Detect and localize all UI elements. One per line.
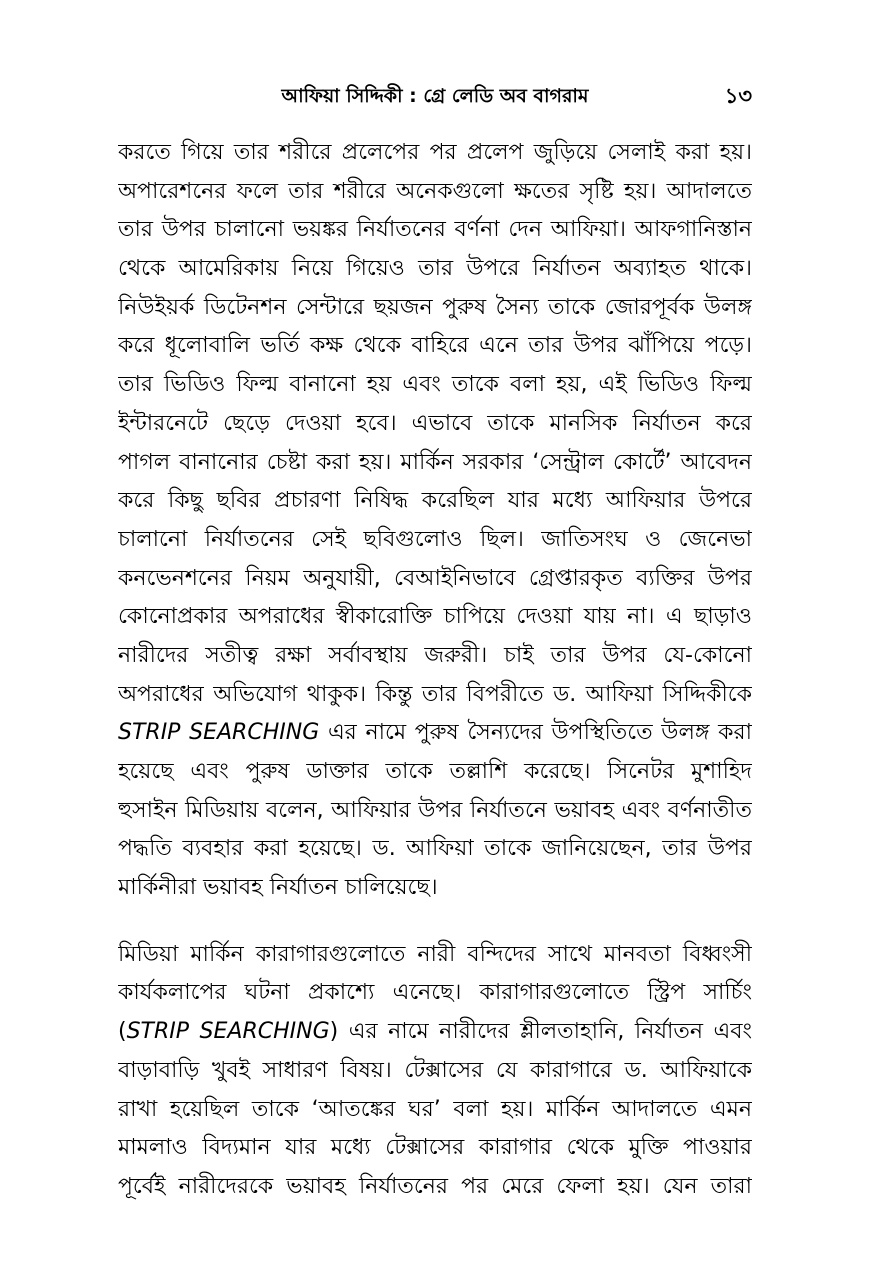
text-line: করে কিছু ছবির প্রচারণা নিষিদ্ধ করেছিল যার মধ্যে আফিয়ার উপরে [118, 488, 752, 514]
text-line: চালানো নির্যাতনের সেই ছবিগুলোও ছিল। জাতিসংঘ ও জেনেভা [118, 526, 752, 552]
text-line: হয়েছে এবং পুরুষ ডাক্তার তাকে তল্লাশি করেছে। সিনেটর মুশাহিদ [118, 759, 752, 784]
text-line: তার ভিডিও ফিল্ম বানানো হয় এবং তাকে বলা হয়, এই ভিডিও ফিল্ম [118, 372, 752, 398]
text-line: (STRIP SEARCHING) এর নামে নারীদের শ্লীলতাহানি, নির্যাতন এবং [118, 1019, 752, 1045]
italic-emphasis: STRIP SEARCHING [126, 1019, 330, 1045]
text-line: পূর্বেই নারীদেরকে ভয়াবহ নির্যাতনের পর মেরে ফেলা হয়। যেন তারা [118, 1173, 752, 1199]
text-line: রাখা হয়েছিল তাকে ‘আতঙ্কের ঘর’ বলা হয়। মার্কিন আদালতে এমন [118, 1096, 752, 1122]
running-title: আফিয়া সিদ্দিকী : গ্রে লেডি অব বাগরাম [281, 85, 589, 107]
paragraph-1 [118, 134, 752, 908]
body-text [118, 134, 752, 1207]
text-line: মামলাও বিদ্যমান যার মধ্যে টেক্সাসের কারাগার থেকে মুক্তি পাওয়ার [118, 1135, 752, 1161]
text-line: হুসাইন মিডিয়ায় বলেন, আফিয়ার উপর নির্যাতনে ভয়াবহ এবং বর্ণনাতীত [118, 797, 752, 823]
text-line: কনভেনশনের নিয়ম অনুযায়ী, বেআইনিভাবে গ্রেপ্তারকৃত ব্যক্তির উপর [118, 565, 752, 591]
text-line: কার্যকলাপের ঘটনা প্রকাশ্যে এনেছে। কারাগারগুলোতে স্ট্রিপ সার্চিং [118, 980, 752, 1006]
text-line: মিডিয়া মার্কিন কারাগারগুলোতে নারী বন্দিদের সাথে মানবতা বিধ্বংসী [118, 941, 752, 967]
text-line: নারীদের সতীত্ব রক্ষা সর্বাবস্থায় জরুরী। চাই তার উপর যে-কোনো [118, 642, 752, 668]
text-line: বাড়াবাড়ি খুবই সাধারণ বিষয়। টেক্সাসের যে কারাগারে ড. আফিয়াকে [118, 1057, 752, 1083]
italic-emphasis: STRIP SEARCHING [118, 720, 320, 746]
text-line: থেকে আমেরিকায় নিয়ে গিয়েও তার উপরে নির্যাতন অব্যাহত থাকে। [118, 256, 752, 282]
text-line: অপরাধের অভিযোগ থাকুক। কিন্তু তার বিপরীতে ড. আফিয়া সিদ্দিকীকে [118, 681, 752, 707]
page-number: ১৩ [724, 84, 752, 108]
text-line: করতে গিয়ে তার শরীরে প্রলেপের পর প্রলেপ জুড়িয়ে সেলাই করা হয়। [118, 140, 752, 165]
text-line: অপারেশনের ফলে তার শরীরে অনেকগুলো ক্ষতের সৃষ্টি হয়। আদালতে [118, 178, 752, 204]
paragraph-gap [118, 908, 752, 936]
text-line: পদ্ধতি ব্যবহার করা হয়েছে। ড. আফিয়া তাকে জানিয়েছেন, তার উপর [118, 836, 752, 862]
text-line: নিউইয়র্ক ডিটেনশন সেন্টারে ছয়জন পুরুষ সৈন্য তাকে জোরপূর্বক উলঙ্গ [118, 294, 752, 320]
text-line: মার্কিনীরা ভয়াবহ নির্যাতন চালিয়েছে। [118, 875, 438, 901]
text-line: কোনোপ্রকার অপরাধের স্বীকারোক্তি চাপিয়ে দেওয়া যায় না। এ ছাড়াও [118, 604, 752, 630]
text-line: ইন্টারনেটে ছেড়ে দেওয়া হবে। এভাবে তাকে মানসিক নির্যাতন করে [118, 410, 752, 436]
text-line: পাগল বানানোর চেষ্টা করা হয়। মার্কিন সরকার ‘সেন্ট্রাল কোর্টে’ আবেদন [118, 449, 752, 475]
text-line: করে ধূলোবালি ভর্তি কক্ষ থেকে বাহিরে এনে তার উপর ঝাঁপিয়ে পড়ে। [118, 333, 752, 359]
text-line: তার উপর চালানো ভয়ঙ্কর নির্যাতনের বর্ণনা দেন আফিয়া। আফগানিস্তান [118, 217, 752, 243]
paragraph-2 [118, 936, 752, 1207]
text-line: STRIP SEARCHING এর নামে পুরুষ সৈন্যদের উপস্থিতিতে উলঙ্গ করা [118, 720, 752, 746]
running-header [118, 78, 752, 114]
